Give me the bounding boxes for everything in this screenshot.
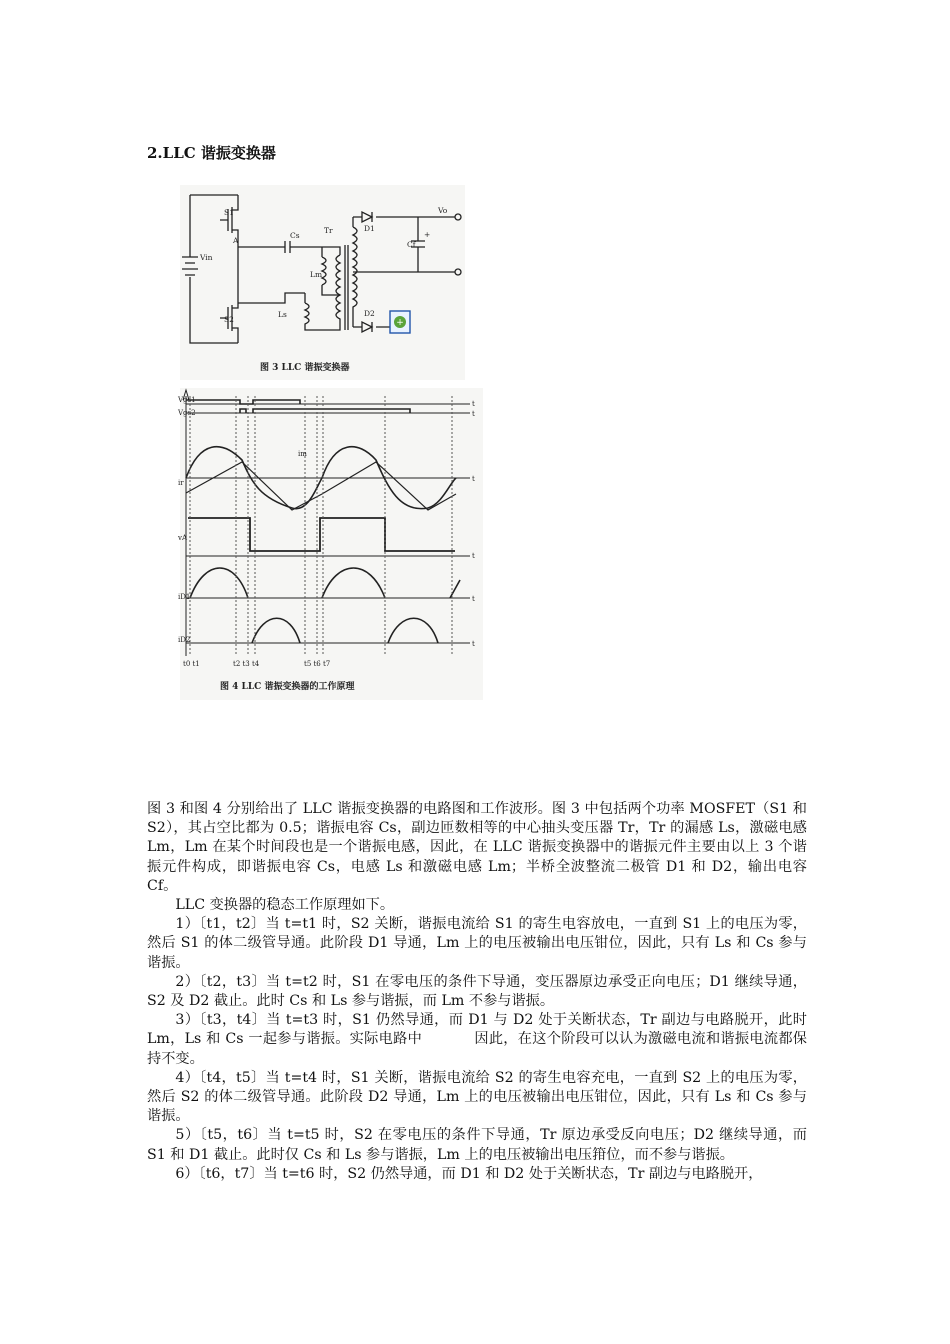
label-a: A	[233, 236, 239, 245]
label-cs: Cs	[290, 231, 300, 240]
figure-3-caption: 图 3 LLC 谐振变换器	[260, 363, 350, 373]
figure-4-caption: 图 4 LLC 谐振变换器的工作原理	[220, 682, 355, 692]
label-plus: +	[424, 230, 431, 239]
label-times-b: t2 t3 t4	[233, 660, 260, 668]
figure-3-circuit	[180, 185, 465, 380]
label-d1: D1	[364, 224, 375, 233]
circuit-diagram	[180, 185, 465, 380]
label-t-3: t	[472, 475, 475, 483]
label-times-a: t0 t1	[183, 660, 200, 668]
label-s2: S2	[224, 315, 234, 324]
label-va: vA	[178, 534, 188, 542]
waveform-diagram	[180, 388, 483, 700]
figure-4-waveforms	[180, 388, 483, 700]
label-id1: iD1	[178, 593, 191, 601]
paragraph-stage-4: 4）〔t4，t5〕当 t=t4 时，S1 关断，谐振电流给 S2 的寄生电容充电，一直到 S2 上的电压为零，然后 S2 的体二级管导通。此阶段 D2 导通，Lm 上的电压被输出电压钳位，因此，只有 Ls 和 Cs 参与谐振。	[147, 1069, 807, 1125]
label-ir: ir	[178, 479, 184, 487]
label-times-c: t5 t6 t7	[304, 660, 331, 668]
paragraph-intro: 图 3 和图 4 分别给出了 LLC 谐振变换器的电路图和工作波形。图 3 中包括两个功率 MOSFET（S1 和 S2），其占空比都为 0.5；谐振电容 Cs，副边匝数相等的中心抽头变压器 Tr，Tr 的漏感 Ls，激磁电感 Lm，Lm 在某个时间段也是一个谐振电感，因此，在 LLC 谐振变换器中的谐振元件主要由以上 3 个谐振元件构成，即谐振电容 Cs，电感 Ls 和激磁电感 Lm；半桥全波整流二极管 D1 和 D2，输出电容 Cf。	[147, 801, 807, 894]
label-t-5: t	[472, 595, 475, 603]
paragraph-stage-2: 2）〔t2，t3〕当 t=t2 时，S1 在零电压的条件下导通，变压器原边承受正向电压；D1 继续导通，S2 及 D2 截止。此时 Cs 和 Ls 参与谐振，而 Lm 不参与谐振。	[147, 973, 807, 1010]
label-vgs1: Vgs1	[178, 396, 196, 404]
label-t-1: t	[472, 400, 475, 408]
paragraph-stage-3-part-1: 3）〔t3，t4〕当 t=t3 时，S1 仍然导通，而 D1 与 D2 处于关断状态，Tr 副边与电路脱开，此时 Lm，Ls 和 Cs 一起参与谐振。实际电路中	[147, 1012, 807, 1048]
label-cf: Cf	[407, 240, 416, 249]
label-lm: Lm	[310, 270, 323, 279]
label-d2: D2	[364, 309, 375, 318]
paragraph-stage-1: 1）〔t1，t2〕当 t=t1 时，S2 关断，谐振电流给 S1 的寄生电容放电，一直到 S1 上的电压为零，然后 S1 的体二级管导通。此阶段 D1 导通，Lm 上的电压被输出电压钳位，因此，只有 Ls 和 Cs 参与谐振。	[147, 916, 807, 971]
label-t-2: t	[472, 410, 475, 418]
label-s1: S1	[224, 208, 234, 217]
paragraph-stage-5: 5）〔t5，t6〕当 t=t5 时，S2 在零电压的条件下导通，Tr 原边承受反向电压；D2 继续导通，而 S1 和 D1 截止。此时仅 Cs 和 Ls 参与谐振，Lm 上的电压被输出电压箝位，而不参与谐振。	[147, 1127, 807, 1163]
label-t-4: t	[472, 552, 475, 560]
label-vgs2: Vgs2	[178, 409, 196, 417]
label-ls: Ls	[278, 310, 287, 319]
body-text	[147, 800, 807, 1184]
paragraph-stage-3-part-2: 因此，在这个阶段可以认为激磁电流和谐振电流都保持不变。	[147, 1031, 807, 1067]
label-tr: Tr	[324, 226, 333, 235]
paragraph-principle: LLC 变换器的稳态工作原理如下。	[175, 897, 395, 914]
paragraph-stage-3	[147, 1011, 807, 1069]
label-t-6: t	[472, 640, 475, 648]
section-heading: 2.LLC 谐振变换器	[147, 144, 276, 162]
label-vo: Vo	[438, 206, 448, 215]
label-im: im	[298, 450, 307, 458]
paragraph-stage-6: 6）〔t6，t7〕当 t=t6 时，S2 仍然导通，而 D1 和 D2 处于关断状态，Tr 副边与电路脱开，	[175, 1165, 763, 1182]
label-vin: Vin	[200, 253, 213, 262]
label-id2: iD2	[178, 636, 191, 644]
svg-text:+: +	[396, 318, 404, 328]
